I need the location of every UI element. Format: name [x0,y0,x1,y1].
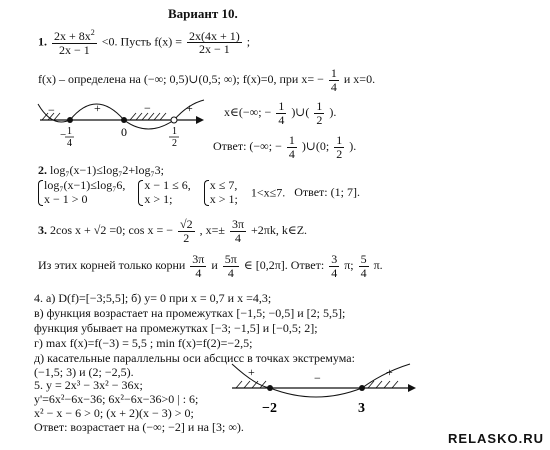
svg-text:−: − [314,371,321,385]
sign-1: − [48,103,55,117]
task4-line-e: д) касательные параллельны оси абсцисс в точках экстремума: [34,351,355,365]
task5-line-a: 5. y = 2x³ − 3x² − 36x; [34,378,143,392]
task5-sign-chart [226,360,426,420]
page-title: Вариант 10. [168,6,238,21]
task1-fraction-2: $\frac{2x(4x + 1)}{2x - 1}$ [189,28,240,57]
axis-zero-label: 0 [121,125,127,139]
watermark: RELASKO.RU [448,431,544,446]
task1-condition: <0. Пусть f(x) = [101,34,183,49]
task2-system-1: log₇(x−1)≤log₇6, x − 1 > 0 [38,179,125,207]
task1-solution-set: x∈(−∞; − $\frac{1}{4}$ )∪( $\frac{1}{2}$ ). [224,99,337,127]
task5-line-b: y'=6x²−6x−36; 6x²−6x−36>0 | : 6; [34,392,199,406]
task2-answer: Ответ: (1; 7]. [294,185,360,200]
task4-line-a: 4. а) D(f)=[−3;5,5]; б) y= 0 при x = 0,7 и x =4,3; [34,291,272,305]
task1-number: 1. [38,34,47,49]
task4-line-b: в) функция возрастает на промежутках [−1,5; −0,5] и [2; 5,5]; [34,306,346,320]
task2-system-3: x ≤ 7, x > 1; [204,179,238,207]
sign-2: + [94,101,101,115]
task1-sign-chart [36,92,216,152]
task4-line-f: (−1,5; 3) и (2; −2,5). [34,365,134,379]
task1-fraction-1: $\frac{2x + 8x^2}{2x - 1}$ [54,28,95,57]
svg-text:4: 4 [67,138,72,149]
svg-text:2: 2 [172,138,177,149]
task5-line-d: Ответ: возрастает на (−∞; −2] и на [3; ∞). [34,420,244,434]
task1-inequality: 1. $\frac{2x + 8x^2}{2x - 1}$ <0. Пусть f(x) = $\frac{2x(4x + 1)}{2x - 1}$ ; [38,28,251,57]
sign-4: + [186,101,193,115]
svg-text:1: 1 [172,126,177,137]
task5-line-c: x² − x − 6 > 0; (x + 2)(x − 3) > 0; [34,406,194,420]
task3-roots: Из этих корней только корни $\frac{3\pi}{4}$ и $\frac{5\pi}{4}$ ∈ [0,2π]. Ответ: $\frac{3}{4}$ π; $\frac{5}{4}$ π. [38,252,383,280]
task2-system-2: x − 1 ≤ 6, x > 1; [138,179,190,207]
svg-text:+: + [386,365,393,379]
task2-systems [38,179,360,207]
task1-domain-line: f(x) – определена на (−∞; 0,5)∪(0,5; ∞); f(x)=0, при x= − $\frac{1}{4}$ и x=0. [38,66,376,94]
sign-3: − [144,101,151,115]
task4-line-c: функция убывает на промежутках [−3; −1,5] и [−0,5; 2]; [34,321,318,335]
task1-answer: Ответ: (−∞; − $\frac{1}{4}$ )∪(0; $\frac{1}{2}$ ). [213,133,357,161]
task4-line-d: г) max f(x)=f(−3) = 5,5 ; min f(x)=f(2)=−2,5; [34,336,253,350]
axis-label-minus-two: −2 [262,401,277,416]
svg-text:1: 1 [67,126,72,137]
axis-label-three: 3 [358,401,365,416]
task3-equation: 3. 2cos x + √2 =0; cos x = − $\frac{√2}{2}$ , x=± $\frac{3\pi}{4}$ +2πk, k∈Z. [38,217,308,245]
svg-text:−: − [60,129,67,141]
svg-text:+: + [248,365,255,379]
task2-result: 1<x≤7. [250,185,286,200]
task2-inequality: 2. log₇(x−1)≤log₇2+log₇3; [38,163,164,177]
